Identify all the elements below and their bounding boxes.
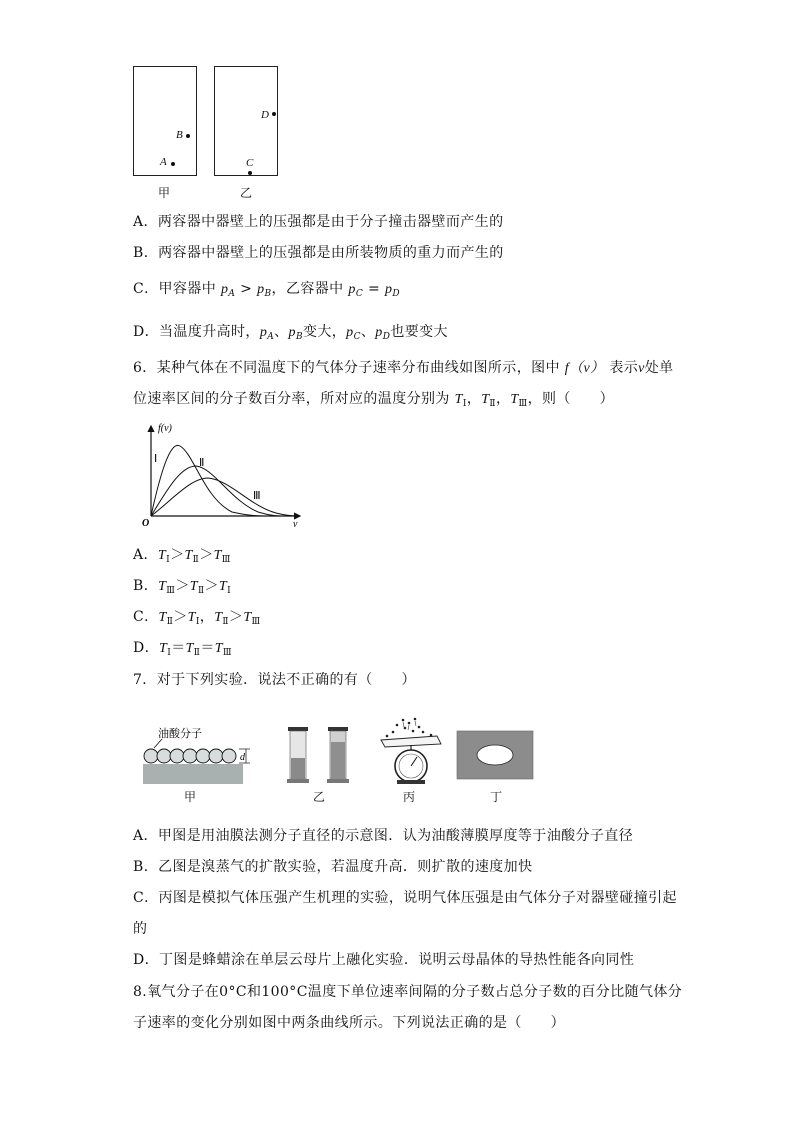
q6-option-c: [133, 607, 261, 632]
sub-d: D: [382, 332, 391, 342]
p-symbol: p: [257, 282, 265, 297]
q5-option-c: [133, 279, 400, 304]
falling-balls: [386, 718, 433, 738]
tube-left-base: [287, 779, 309, 783]
point-c-dot: [248, 171, 252, 175]
q7-option-c-line1: C．丙图是模拟气体压强产生机理的实验，说明气体压强是由气体分子对器壁碰撞引起: [133, 890, 677, 906]
origin-label: O: [142, 518, 150, 529]
water-block: [143, 764, 243, 784]
comma: ，: [466, 391, 482, 407]
fv-symbol: f（v）: [564, 361, 605, 376]
leader-line: [154, 739, 162, 748]
q6-text: ，则（ ）: [527, 391, 615, 407]
option-letter: D．: [133, 640, 160, 656]
sub-roman: Ⅲ: [221, 555, 231, 565]
relation-sign: ＝: [171, 640, 186, 656]
point-b-dot: [186, 134, 190, 138]
p-symbol: p: [288, 325, 296, 340]
t-symbol: T: [157, 548, 167, 563]
point-d-label: D: [261, 109, 269, 121]
scale-base: [397, 780, 425, 784]
q7-option-a: A．甲图是用油膜法测分子直径的示意图．认为油酸薄膜厚度等于油酸分子直径: [133, 828, 634, 844]
t-symbol: T: [189, 579, 198, 594]
sub-d: D: [392, 289, 400, 299]
curve-1: [151, 445, 268, 516]
speed-distribution-graph: [138, 420, 308, 532]
sep: 、: [274, 324, 289, 340]
point-d-dot: [272, 112, 276, 116]
t-symbol: T: [214, 641, 223, 656]
t-symbol: T: [158, 579, 167, 594]
sub-c: C: [355, 289, 364, 299]
sub-c: C: [353, 332, 361, 342]
melted-wax: [477, 745, 513, 765]
q5-d-mid: 变大，: [302, 324, 347, 340]
tube-right-vapor: [331, 742, 345, 779]
diffusion-tubes-figure: [284, 724, 356, 786]
tube-right-base: [327, 779, 349, 783]
q8-stem-line2: 子速率的变化分别如图中两条曲线所示。下列说法正确的是（ ）: [133, 1015, 565, 1031]
q7-option-b: B．乙图是溴蒸气的扩散实验，若温度升高．则扩散的速度加快: [133, 859, 533, 875]
relation-sign: ＞: [204, 578, 219, 594]
q6-option-d: [133, 638, 232, 663]
sub-roman: Ⅲ: [251, 617, 261, 627]
q7-caption-yi: 乙: [313, 790, 326, 804]
q7-caption-ding: 丁: [490, 790, 503, 804]
x-axis-label: v: [293, 519, 298, 530]
option-letter: A．: [133, 547, 158, 563]
sub-roman: Ⅲ: [222, 648, 232, 658]
point-a-label: A: [160, 156, 167, 168]
point-c-label: C: [246, 157, 254, 169]
t-symbol: T: [454, 392, 463, 407]
sub-b: B: [295, 332, 303, 342]
relation-sign: ＞: [228, 609, 244, 625]
eq-sign: =: [363, 281, 385, 297]
t-symbol: T: [187, 610, 196, 625]
p-symbol: p: [346, 325, 354, 340]
t-symbol: T: [159, 641, 168, 656]
scale-balls-figure: [375, 716, 445, 786]
tube-left-cap: [288, 727, 308, 731]
oil-molecule-label: 油酸分子: [158, 727, 202, 740]
point-b-label: B: [176, 129, 183, 141]
q6-text: 处单: [644, 360, 674, 376]
option-letter: C．: [133, 609, 159, 625]
t-symbol: T: [213, 548, 222, 563]
sub-roman: Ⅰ: [167, 648, 172, 658]
curve-3-label: Ⅲ: [253, 490, 261, 502]
q5-c-prefix: C．甲容器中: [133, 281, 221, 297]
q5-option-d: [133, 322, 448, 347]
mica-wax-figure: [456, 730, 534, 780]
sub-roman: Ⅰ: [227, 586, 232, 596]
t-symbol: T: [510, 392, 519, 407]
q7-option-c-line2: 的: [133, 921, 148, 937]
sub-roman: Ⅱ: [489, 399, 496, 409]
p-symbol: p: [259, 325, 268, 340]
relation-sign: ＝: [200, 640, 215, 656]
sub-a: A: [228, 289, 236, 299]
q7-caption-jia: 甲: [184, 790, 197, 804]
tube-right-cap: [328, 727, 348, 731]
curve-1-label: Ⅰ: [154, 453, 158, 465]
q6-stem-line2: [133, 389, 614, 414]
t-symbol: T: [158, 610, 167, 625]
option-letter: B．: [133, 578, 159, 594]
q5-option-b: B．两容器中器壁上的压强都是由所装物质的重力而产生的: [133, 245, 504, 261]
q6-text: 位速率区间的分子数百分率，所对应的温度分别为: [133, 391, 455, 407]
p-symbol: p: [348, 282, 356, 297]
sub-roman: Ⅰ: [166, 555, 171, 565]
relation-sign: ＞: [173, 609, 188, 625]
point-a-dot: [171, 162, 175, 166]
gt-sign: >: [235, 281, 258, 297]
sub-roman: Ⅱ: [193, 648, 201, 658]
caption-jia: 甲: [158, 186, 171, 200]
t-symbol: T: [243, 610, 252, 625]
y-axis-label: f(v): [158, 423, 172, 434]
p-symbol: p: [384, 282, 393, 297]
relation-sign: ，: [199, 609, 215, 625]
sub-roman: Ⅱ: [222, 617, 229, 627]
p-symbol: p: [220, 282, 229, 297]
q5-d-suffix: 也要变大: [390, 324, 448, 340]
q5-d-prefix: D．当温度升高时，: [133, 324, 260, 340]
q6-text: 表示: [604, 360, 639, 376]
curve-3: [151, 478, 298, 516]
q6-option-a: [133, 545, 231, 570]
q5-c-mid: ，乙容器中: [271, 281, 349, 297]
q8-stem-line1: 8.氧气分子在0°C和100°C温度下单位速率间隔的分子数占总分子数的百分比随气体分: [133, 984, 683, 1000]
t-symbol: T: [218, 579, 228, 594]
q7-caption-bing: 丙: [403, 790, 416, 804]
molecule-row: [144, 749, 236, 763]
sub-roman: Ⅲ: [518, 399, 528, 409]
relation-sign: ＞: [199, 547, 214, 563]
sep: 、: [360, 324, 376, 340]
sub-roman: Ⅱ: [166, 617, 174, 627]
relation-sign: ＞: [175, 578, 190, 594]
relation-sign: ＞: [170, 547, 185, 563]
t-symbol: T: [184, 548, 193, 563]
q6-stem-line1: [133, 358, 674, 379]
p-symbol: p: [375, 325, 383, 340]
q6-text: 6．某种气体在不同温度下的气体分子速率分布曲线如图所示，图中: [133, 360, 565, 376]
sub-roman: Ⅱ: [192, 555, 200, 565]
sub-roman: Ⅲ: [166, 586, 176, 596]
caption-yi: 乙: [240, 186, 253, 200]
q5-option-a: A．两容器中器壁上的压强都是由于分子撞击器壁而产生的: [133, 214, 504, 230]
sub-a: A: [267, 332, 275, 342]
t-symbol: T: [481, 392, 490, 407]
sub-roman: Ⅰ: [195, 617, 200, 627]
t-symbol: T: [214, 610, 223, 625]
tube-left-vapor: [291, 758, 305, 779]
sub-roman: Ⅰ: [462, 399, 467, 409]
sub-roman: Ⅱ: [197, 586, 205, 596]
comma: ，: [495, 391, 511, 407]
curve-2-label: Ⅱ: [199, 457, 205, 469]
q7-option-d: D．丁图是蜂蜡涂在单层云母片上融化实验．说明云母晶体的导热性能各向同性: [133, 952, 635, 968]
oil-film-figure: [140, 724, 255, 786]
v-symbol: v: [638, 361, 645, 376]
q7-stem: 7．对于下列实验．说法不正确的有（ ）: [133, 672, 416, 688]
sub-b: B: [264, 289, 272, 299]
q6-option-b: [133, 576, 231, 601]
t-symbol: T: [185, 641, 194, 656]
d-label: d: [240, 752, 245, 763]
